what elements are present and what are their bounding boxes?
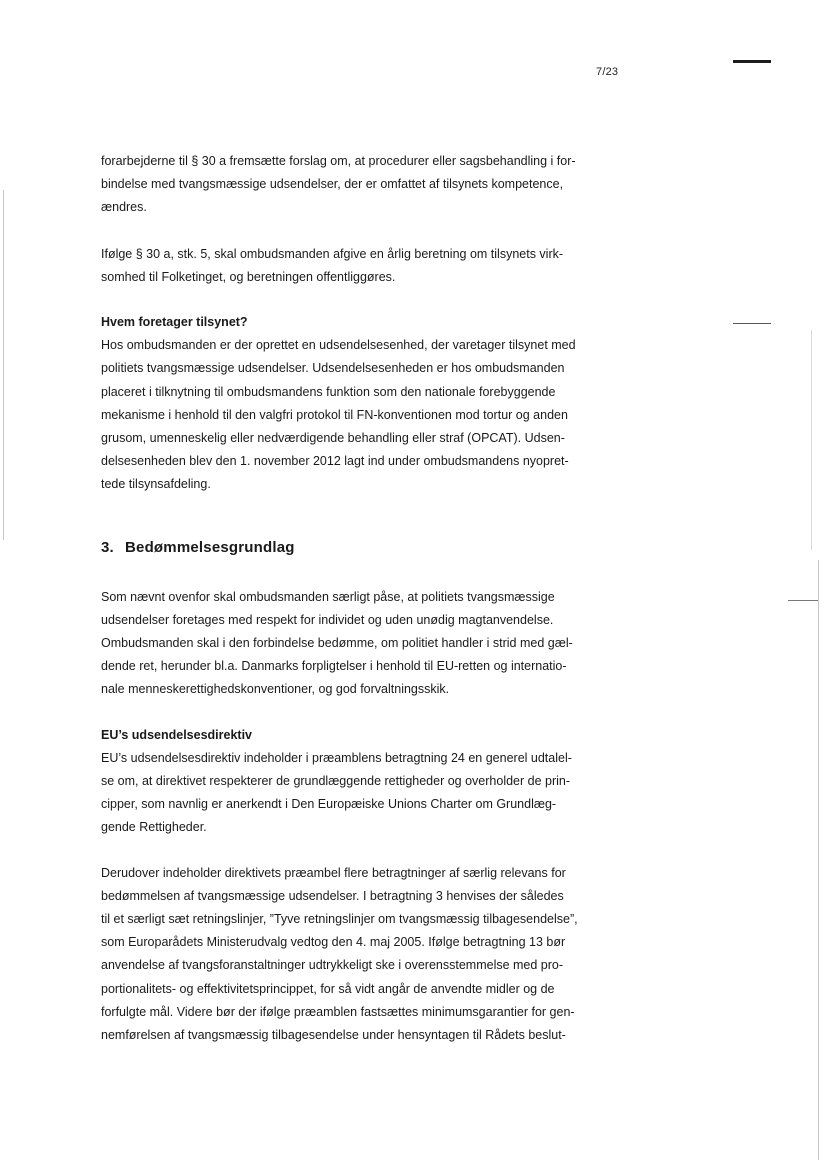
- paragraph-udsendelsesenhed: [101, 334, 621, 496]
- paragraph-som-naevnt: [101, 586, 621, 702]
- text-line: EU’s udsendelsesdirektiv indeholder i præamblens betragtning 24 en generel udtalel-: [101, 750, 572, 765]
- text-line: Ombudsmanden skal i den forbindelse bedømme, om politiet handler i strid med gæl-: [101, 636, 573, 651]
- text-line: bedømmelsen af tvangsmæssige udsendelser. I betragtning 3 henvises der således: [101, 888, 564, 903]
- text-line: til et særligt sæt retningslinjer, ”Tyve retningslinjer om tvangsmæssig tilbagesendelse”,: [101, 912, 578, 927]
- subheading-eu-udsendelsesdirektiv: EU’s udsendelsesdirektiv: [101, 727, 252, 742]
- text-line: ændres.: [101, 200, 147, 215]
- paragraph-eu-direktiv: [101, 747, 621, 840]
- section-heading-3: [101, 539, 621, 556]
- paragraph-aarlig-beretning: [101, 243, 621, 289]
- document-body: [101, 150, 621, 1047]
- text-line: nale menneskerettighedskonventioner, og god forvaltningsskik.: [101, 682, 450, 697]
- text-line: forfulgte mål. Videre bør der ifølge præamblen fastsættes minimumsgarantier for gen-: [101, 1004, 575, 1019]
- section-title: Bedømmelsesgrundlag: [125, 538, 295, 556]
- scan-mark-side: [788, 600, 818, 601]
- text-line: Derudover indeholder direktivets præambel flere betragtninger af særlig relevans for: [101, 865, 566, 880]
- text-line: cipper, som navnlig er anerkendt i Den Europæiske Unions Charter om Grundlæg-: [101, 797, 557, 812]
- text-line: mekanisme i henhold til den valgfri protokol til FN-konventionen mod tortur og anden: [101, 407, 568, 422]
- scan-edge-right: [818, 560, 819, 1160]
- subheading-hvem-foretager-tilsynet: Hvem foretager tilsynet?: [101, 315, 248, 330]
- text-line: nemførelsen af tvangsmæssig tilbagesendelse under hensyntagen til Rådets beslut-: [101, 1028, 566, 1043]
- scan-edge-right-faint: [811, 330, 812, 550]
- page-number: 7/23: [596, 66, 619, 78]
- text-line: Ifølge § 30 a, stk. 5, skal ombudsmanden afgive en årlig beretning om tilsynets virk-: [101, 246, 564, 261]
- text-line: forarbejderne til § 30 a fremsætte forslag om, at procedurer eller sagsbehandling i for-: [101, 154, 576, 168]
- paragraph-forarbejderne: [101, 150, 621, 220]
- text-line: bindelse med tvangsmæssige udsendelser, der er omfattet af tilsynets kompetence,: [101, 177, 564, 192]
- text-line: anvendelse af tvangsforanstaltninger udtrykkeligt ske i overensstemmelse med pro-: [101, 958, 564, 973]
- text-line: gende Rettigheder.: [101, 820, 207, 835]
- paragraph-derudover: [101, 862, 621, 1048]
- section-number: 3.: [101, 538, 114, 556]
- text-line: udsendelser foretages med respekt for individet og uden unødig magtanvendelse.: [101, 612, 554, 627]
- text-line: delsesenheden blev den 1. november 2012 lagt ind under ombudsmandens nyopret-: [101, 454, 569, 469]
- text-line: portionalitets- og effektivitetsprincippet, for så vidt angår de anvendte midler og de: [101, 981, 555, 996]
- text-line: som Europarådets Ministerudvalg vedtog den 4. maj 2005. Ifølge betragtning 13 bør: [101, 935, 566, 950]
- scan-mark-top: [733, 60, 771, 63]
- text-line: grusom, umenneskelig eller nedværdigende behandling eller straf (OPCAT). Udsen-: [101, 431, 565, 446]
- text-line: dende ret, herunder bl.a. Danmarks forpligtelser i henhold til EU-retten og internatio-: [101, 659, 567, 674]
- text-line: se om, at direktivet respekterer de grundlæggende rettigheder og overholder de prin-: [101, 774, 571, 789]
- text-line: somhed til Folketinget, og beretningen offentliggøres.: [101, 269, 396, 284]
- text-line: tede tilsynsafdeling.: [101, 477, 211, 492]
- scan-edge-left: [3, 190, 4, 540]
- text-line: placeret i tilknytning til ombudsmandens funktion som den nationale forebyggende: [101, 384, 556, 399]
- text-line: Hos ombudsmanden er der oprettet en udsendelsesenhed, der varetager tilsynet med: [101, 338, 576, 353]
- text-line: politiets tvangsmæssige udsendelser. Udsendelsesenheden er hos ombudsmanden: [101, 361, 565, 376]
- scan-mark-middle: [733, 323, 771, 324]
- text-line: Som nævnt ovenfor skal ombudsmanden særligt påse, at politiets tvangsmæssige: [101, 589, 555, 604]
